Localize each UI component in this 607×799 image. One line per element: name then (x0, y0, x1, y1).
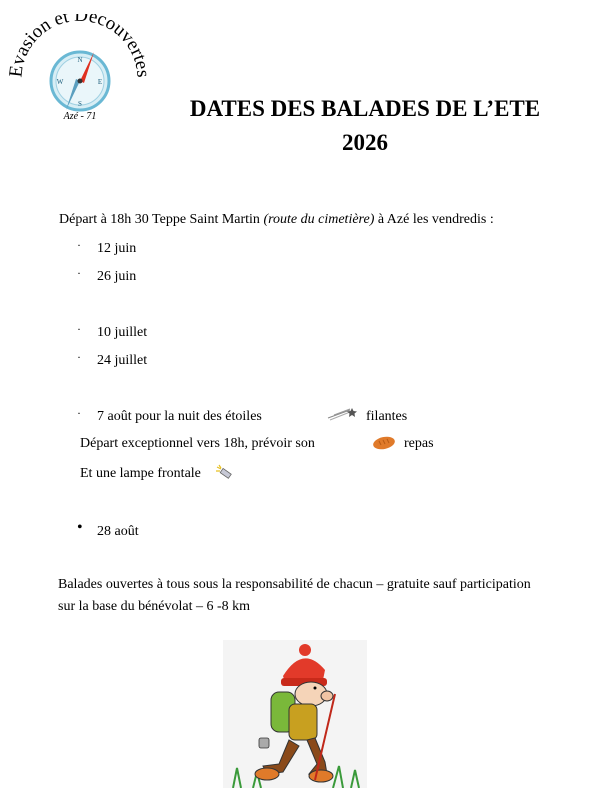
intro-suffix: à Azé les vendredis : (374, 212, 494, 227)
list-item-june-2: 26 juin (97, 269, 137, 284)
intro-prefix: Départ à 18h 30 Teppe Saint Martin (59, 212, 264, 227)
intro-text (59, 210, 494, 230)
footer-line-2: sur la base du bénévolat – 6 -8 km (58, 599, 251, 614)
bullet-dot: · (77, 406, 81, 420)
svg-text:W: W (56, 78, 64, 86)
filantes-text: filantes (366, 409, 408, 424)
list-item-july-2: 24 juillet (97, 353, 148, 368)
list-item-july-1: 10 juillet (97, 325, 148, 340)
list-item-june-1: 12 juin (97, 241, 137, 256)
title-line-1: DATES DES BALADES DE L’ETE (189, 96, 541, 121)
flashlight-icon (214, 464, 234, 482)
bullet-dot: · (77, 266, 81, 280)
list-item-august-7: 7 août pour la nuit des étoiles (97, 409, 262, 424)
shooting-star-icon (326, 404, 358, 422)
bullet-dot: · (77, 350, 81, 364)
bullet-dot: • (77, 519, 83, 536)
svg-text:S: S (78, 100, 82, 108)
footer-line-1: Balades ouvertes à tous sous la responsabilité de chacun – gratuite sauf participation (58, 577, 531, 592)
page-title (150, 92, 580, 160)
list-item-august-28: 28 août (97, 524, 139, 539)
bread-icon (371, 435, 397, 451)
lamp-text: Et une lampe frontale (80, 466, 201, 481)
svg-text:N: N (77, 56, 83, 64)
svg-text:E: E (97, 78, 103, 86)
repas-text: repas (404, 436, 434, 451)
depart-text: Départ exceptionnel vers 18h, prévoir son (80, 436, 315, 451)
logo-subtitle: Azé - 71 (63, 111, 97, 122)
bullet-dot: · (77, 238, 81, 252)
bullet-dot: · (77, 322, 81, 336)
title-year: 2026 (342, 130, 388, 155)
intro-italic: (route du cimetière) (263, 212, 375, 227)
footer-text (58, 574, 588, 618)
logo-name: vasion et Découver (8, 14, 148, 68)
hiker-illustration (223, 640, 367, 788)
